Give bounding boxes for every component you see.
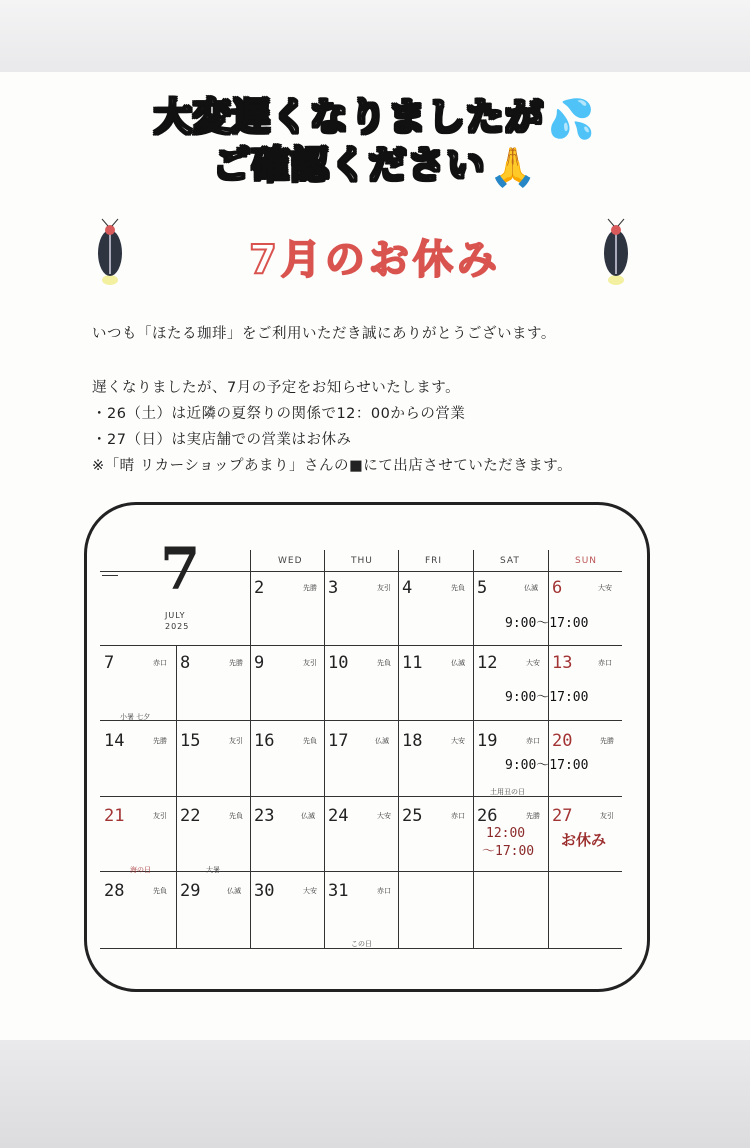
weekday-header: WED (278, 556, 303, 566)
calendar-day-6: 6 (552, 578, 563, 598)
calendar-day-19: 19 (477, 731, 498, 751)
calendar-day-27: 27 (552, 806, 573, 826)
calendar-day-2: 2 (254, 578, 265, 598)
calendar-day-7: 7 (104, 653, 115, 673)
calendar-day-26: 26 (477, 806, 498, 826)
rokuyo-label: 先負 (451, 584, 465, 592)
calendar-day-note: この日 (351, 940, 372, 948)
rokuyo-label: 仏滅 (451, 659, 465, 667)
grid-line (398, 550, 399, 948)
notice-line-26: ・26（土）は近隣の夏祭りの関係で12：00からの営業 (92, 406, 466, 422)
rokuyo-label: 友引 (377, 584, 391, 592)
calendar-day-31: 31 (328, 881, 349, 901)
calendar-day-23: 23 (254, 806, 275, 826)
business-hours-short: 〜17:00 (482, 844, 535, 859)
notice-line-shop: ※「晴 リカーショップあまり」さんの■にて出店させていただきます。 (92, 458, 573, 474)
grid-line (100, 796, 622, 797)
sweat-drops-icon: 💦 (547, 97, 597, 141)
weekday-header: SUN (575, 556, 598, 566)
calendar-day-10: 10 (328, 653, 349, 673)
grid-line (100, 871, 622, 872)
calendar-day-12: 12 (477, 653, 498, 673)
rokuyo-label: 先負 (303, 737, 317, 745)
calendar-day-21: 21 (104, 806, 125, 826)
calendar-day-8: 8 (180, 653, 191, 673)
calendar-day-29: 29 (180, 881, 201, 901)
rokuyo-label: 先負 (229, 812, 243, 820)
calendar-day-14: 14 (104, 731, 125, 751)
rokuyo-label: 赤口 (153, 659, 167, 667)
calendar-day-30: 30 (254, 881, 275, 901)
calendar-day-22: 22 (180, 806, 201, 826)
calendar-day-16: 16 (254, 731, 275, 751)
grid-line (100, 645, 622, 646)
folded-hands-icon: 🙏 (489, 145, 538, 189)
month-dash (102, 575, 118, 576)
business-hours: 9:00〜17:00 (505, 616, 589, 631)
closed-label: お休み (561, 831, 607, 849)
calendar-day-9: 9 (254, 653, 265, 673)
rokuyo-label: 大安 (377, 812, 391, 820)
rokuyo-label: 大安 (598, 584, 612, 592)
rokuyo-label: 先勝 (526, 812, 540, 820)
calendar-day-note: 大暑 (206, 866, 220, 874)
rokuyo-label: 先負 (153, 887, 167, 895)
rokuyo-label: 仏滅 (227, 887, 241, 895)
calendar-day-note: 小暑 七夕 (120, 713, 151, 721)
business-hours: 9:00〜17:00 (505, 690, 589, 705)
rokuyo-label: 赤口 (598, 659, 612, 667)
calendar-day-25: 25 (402, 806, 423, 826)
greeting-text: いつも「ほたる珈琲」をご利用いただき誠にありがとうございます。 (92, 326, 556, 342)
rokuyo-label: 大安 (451, 737, 465, 745)
rokuyo-label: 仏滅 (301, 812, 315, 820)
grid-line (250, 550, 251, 948)
calendar-day-4: 4 (402, 578, 413, 598)
rokuyo-label: 先勝 (600, 737, 614, 745)
intro-text: 遅くなりましたが、7月の予定をお知らせいたします。 (92, 380, 461, 396)
rokuyo-label: 赤口 (451, 812, 465, 820)
month-number: 7 (160, 535, 201, 603)
calendar-day-note: 海の日 (130, 866, 151, 874)
rokuyo-label: 先勝 (153, 737, 167, 745)
rokuyo-label: 先勝 (229, 659, 243, 667)
calendar-day-15: 15 (180, 731, 201, 751)
rokuyo-label: 仏滅 (375, 737, 389, 745)
overlay-caption-text: ご確認ください (212, 143, 486, 187)
business-hours: 9:00〜17:00 (505, 758, 589, 773)
rokuyo-label: 赤口 (377, 887, 391, 895)
business-hours-short: 12:00 (486, 826, 526, 841)
rokuyo-label: 先勝 (303, 584, 317, 592)
calendar-day-24: 24 (328, 806, 349, 826)
overlay-caption-line2 (0, 134, 750, 190)
calendar-day-18: 18 (402, 731, 423, 751)
overlay-caption-text: 大変遅くなりましたが (153, 95, 544, 139)
rokuyo-label: 大安 (526, 659, 540, 667)
rokuyo-label: 大安 (303, 887, 317, 895)
calendar-day-5: 5 (477, 578, 488, 598)
calendar-day-20: 20 (552, 731, 573, 751)
month-english: JULY (165, 611, 186, 620)
calendar-day-11: 11 (402, 653, 423, 673)
rokuyo-label: 赤口 (526, 737, 540, 745)
weekday-header: THU (351, 556, 373, 566)
grid-line (100, 720, 622, 721)
rokuyo-label: 友引 (600, 812, 614, 820)
weekday-header: FRI (425, 556, 443, 566)
rokuyo-label: 仏滅 (524, 584, 538, 592)
calendar-day-note: 土用丑の日 (490, 788, 525, 796)
notice-line-27: ・27（日）は実店舗での営業はお休み (92, 432, 352, 448)
calendar-day-28: 28 (104, 881, 125, 901)
weekday-header: SAT (500, 556, 520, 566)
rokuyo-label: 友引 (229, 737, 243, 745)
top-bar (0, 0, 750, 72)
rokuyo-label: 友引 (303, 659, 317, 667)
bottom-bar (0, 1040, 750, 1148)
rokuyo-label: 先負 (377, 659, 391, 667)
calendar-day-13: 13 (552, 653, 573, 673)
grid-line (176, 645, 177, 948)
page-title: 7月のお休み (249, 237, 501, 283)
rokuyo-label: 友引 (153, 812, 167, 820)
grid-line (324, 550, 325, 948)
grid-line (548, 550, 549, 948)
calendar-day-17: 17 (328, 731, 349, 751)
year-label: 2025 (165, 622, 190, 631)
grid-line (473, 550, 474, 948)
calendar-day-3: 3 (328, 578, 339, 598)
